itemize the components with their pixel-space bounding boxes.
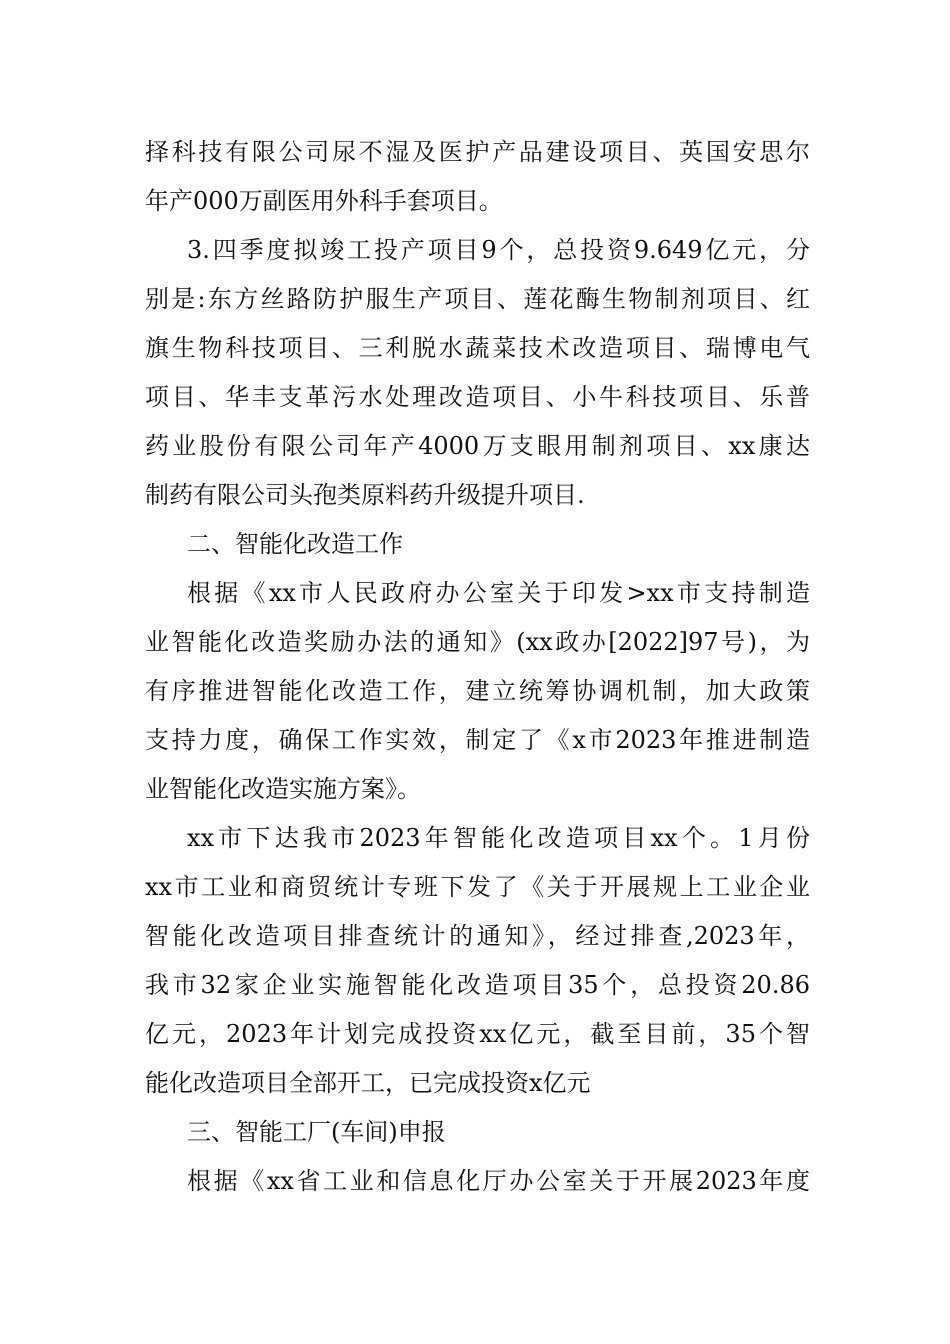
text-line: xx市下达我市2023年智能化改造项目xx个。1月份	[187, 824, 810, 852]
text-line: 我市32家企业实施智能化改造项目35个，总投资20.86	[145, 971, 810, 999]
text-line: 择科技有限公司尿不湿及医护产品建设项目、英国安思尔	[145, 138, 810, 166]
text-line: 支持力度，确保工作实效，制定了《x市2023年推进制造	[145, 726, 810, 754]
text-line: 亿元，2023年计划完成投资xx亿元，截至目前，35个智	[145, 1020, 810, 1048]
text-line: 年产000万副医用外科手套项目。	[145, 187, 503, 215]
text-line: 3.四季度拟竣工投产项目9个，总投资9.649亿元，分	[187, 236, 810, 264]
text-line: 药业股份有限公司年产4000万支眼用制剂项目、xx康达	[145, 432, 810, 460]
text-line: 智能化改造项目排查统计的通知》，经过排查,2023年，	[145, 922, 810, 950]
text-line: 根据《xx省工业和信息化厅办公室关于开展2023年度	[187, 1167, 810, 1195]
document-body	[145, 128, 810, 1206]
paragraph-q4-projects	[145, 226, 810, 520]
text-line: 有序推进智能化改造工作，建立统筹协调机制，加大政策	[145, 677, 810, 705]
text-line: 制药有限公司头孢类原料药升级提升项目.	[145, 481, 585, 509]
section-heading-smart-factory	[145, 1108, 810, 1157]
text-line: 项目、华丰支革污水处理改造项目、小牛科技项目、乐普	[145, 383, 810, 411]
paragraph-project-list-end	[145, 128, 810, 226]
paragraph-project-statistics	[145, 814, 810, 1108]
text-line: 旗生物科技项目、三利脱水蔬菜技术改造项目、瑞博电气	[145, 334, 810, 362]
text-line: 业智能化改造实施方案》。	[145, 775, 421, 803]
paragraph-policy-basis	[145, 569, 810, 814]
text-line: 三、智能工厂(车间)申报	[187, 1118, 446, 1146]
text-line: xx市工业和商贸统计专班下发了《关于开展规上工业企业	[145, 873, 810, 901]
text-line: 根据《xx市人民政府办公室关于印发>xx市支持制造	[187, 579, 810, 607]
text-line: 二、智能化改造工作	[187, 530, 403, 558]
text-line: 能化改造项目全部开工，已完成投资x亿元	[145, 1069, 591, 1097]
text-line: 别是:东方丝路防护服生产项目、莲花酶生物制剂项目、红	[145, 285, 810, 313]
section-heading-smart-transformation	[145, 520, 810, 569]
paragraph-provincial-notice	[145, 1157, 810, 1206]
text-line: 业智能化改造奖励办法的通知》(xx政办[2022]97号)，为	[145, 628, 810, 656]
